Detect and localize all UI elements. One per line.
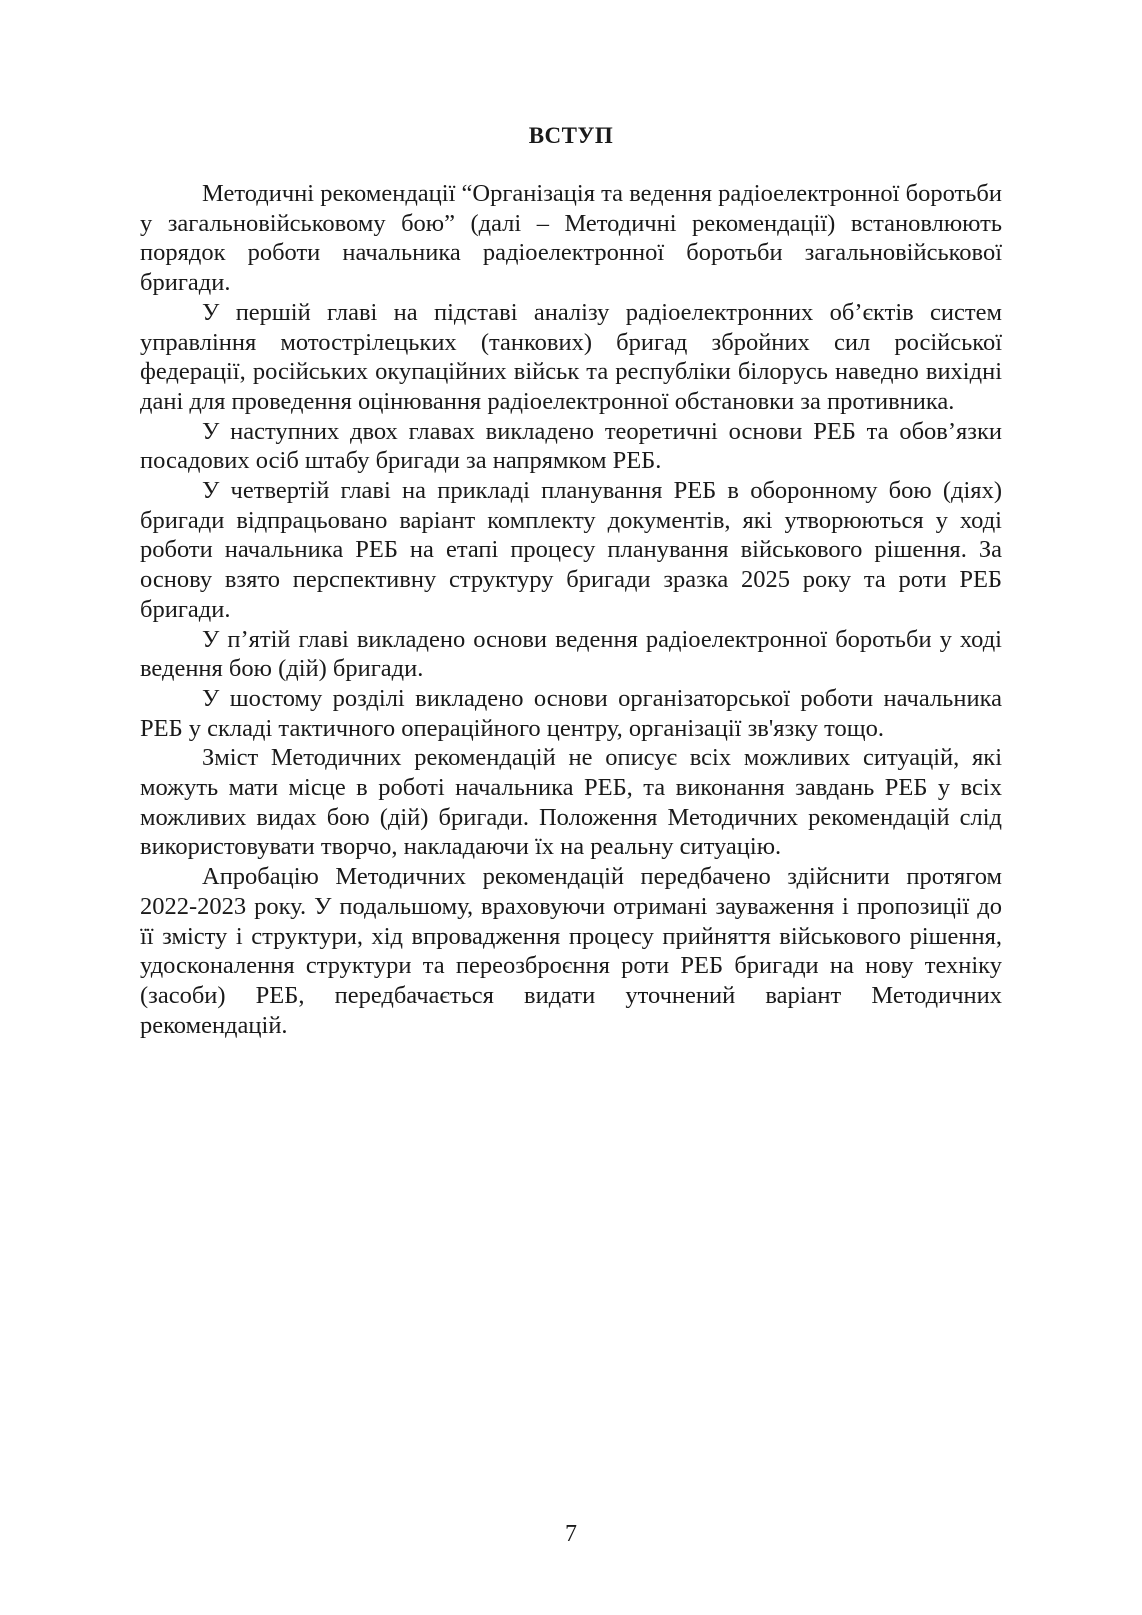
paragraph-2: У першій главі на підставі аналізу радіоелектронних об’єктів систем управління мотострілецьких (танкових) бригад збройних сил російської федерації, російських окупаційних військ та республіки білорусь наведно вихідні дані для проведення оцінювання радіоелектронної обстановки за противника.: [140, 298, 1002, 415]
body-text: [140, 179, 1002, 1040]
paragraph-4: У четвертій главі на прикладі планування РЕБ в оборонному бою (діях) бригади відпрацьовано варіант комплекту документів, які утворюються у ході роботи начальника РЕБ на етапі процесу планування військового рішення. За основу взято перспективну структуру бригади зразка 2025 року та роти РЕБ бригади.: [140, 477, 1002, 623]
paragraph-8: Апробацію Методичних рекомендацій передбачено здійснити протягом 2022-2023 року. У подальшому, враховуючи отримані зауваження і пропозиції до її змісту і структури, хід впровадження процесу прийняття військового рішення, удосконалення структури та переозброєння роти РЕБ бригади на нову техніку (засоби) РЕБ, передбачається видати уточнений варіант Методичних рекомендацій.: [140, 863, 1002, 1039]
paragraph-7: Зміст Методичних рекомендацій не описує всіх можливих ситуацій, які можуть мати місце в роботі начальника РЕБ, та виконання завдань РЕБ у всіх можливих видах бою (дій) бригади. Положення Методичних рекомендацій слід використовувати творчо, накладаючи їх на реальну ситуацію.: [140, 744, 1002, 861]
paragraph-1: Методичні рекомендації “Організація та ведення радіоелектронної боротьби у загальновійськовому бою” (далі – Методичні рекомендації) встановлюють порядок роботи начальника радіоелектронної боротьби загальновійськової бригади.: [140, 180, 1002, 297]
paragraph-6: У шостому розділі викладено основи організаторської роботи начальника РЕБ у складі тактичного операційного центру, організації зв'язку тощо.: [140, 684, 1002, 742]
paragraph-3: У наступних двох главах викладено теоретичні основи РЕБ та обов’язки посадових осіб штабу бригади за напрямком РЕБ.: [140, 417, 1002, 475]
page-number: 7: [565, 1521, 577, 1547]
section-heading: ВСТУП: [528, 123, 614, 148]
paragraph-5: У п’ятій главі викладено основи ведення радіоелектронної боротьби у ході ведення бою (дій) бригади.: [140, 625, 1002, 683]
